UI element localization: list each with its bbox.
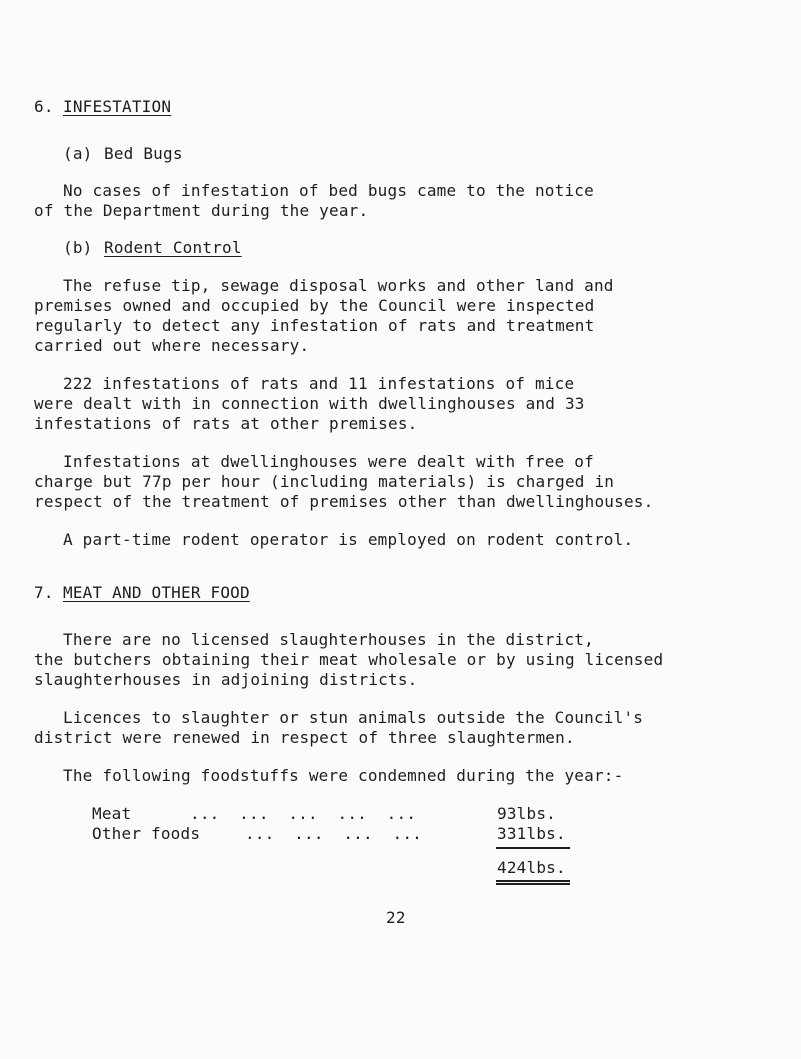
condemned-item-amount: 93lbs. xyxy=(497,804,556,823)
section-6-heading: INFESTATION xyxy=(63,97,172,116)
condemned-item-leader: ... ... ... ... ... xyxy=(190,804,417,823)
condemned-item-leader: ... ... ... ... xyxy=(245,824,422,843)
paragraph-line: slaughterhouses in adjoining districts. xyxy=(34,670,418,689)
condemned-item-amount: 331lbs. xyxy=(497,824,566,843)
paragraph-line: carried out where necessary. xyxy=(34,336,310,355)
paragraph-line: district were renewed in respect of three slaughtermen. xyxy=(34,728,575,747)
total-rule-top xyxy=(496,847,570,849)
paragraph-line: regularly to detect any infestation of rats and treatment xyxy=(34,316,595,335)
condemned-item-name: Other foods xyxy=(92,824,201,843)
paragraph-line: were dealt with in connection with dwellinghouses and 33 xyxy=(34,394,585,413)
paragraph-line: respect of the treatment of premises other than dwellinghouses. xyxy=(34,492,654,511)
condemned-total: 424lbs. xyxy=(497,858,566,877)
paragraph-line: A part-time rodent operator is employed on rodent control. xyxy=(63,530,634,549)
subsection-a-marker: (a) xyxy=(63,144,93,163)
paragraph-line: infestations of rats at other premises. xyxy=(34,414,418,433)
subsection-b-marker: (b) xyxy=(63,238,93,257)
subsection-a-title: Bed Bugs xyxy=(104,144,183,163)
paragraph-line: premises owned and occupied by the Council were inspected xyxy=(34,296,595,315)
paragraph-line: Infestations at dwellinghouses were dealt with free of xyxy=(63,452,594,471)
condemned-item-name: Meat xyxy=(92,804,132,823)
paragraph-line: Licences to slaughter or stun animals outside the Council's xyxy=(63,708,644,727)
paragraph-line: charge but 77p per hour (including materials) is charged in xyxy=(34,472,615,491)
paragraph-line: The following foodstuffs were condemned during the year:- xyxy=(63,766,624,785)
paragraph-line: No cases of infestation of bed bugs came to the notice xyxy=(63,181,594,200)
paragraph-line: The refuse tip, sewage disposal works and other land and xyxy=(63,276,614,295)
subsection-b-title: Rodent Control xyxy=(104,238,242,257)
total-rule-bottom xyxy=(496,880,570,882)
total-rule-double xyxy=(496,883,570,885)
paragraph-line: There are no licensed slaughterhouses in the district, xyxy=(63,630,594,649)
paragraph-line: the butchers obtaining their meat wholesale or by using licensed xyxy=(34,650,664,669)
section-7-heading: MEAT AND OTHER FOOD xyxy=(63,583,250,602)
paragraph-line: of the Department during the year. xyxy=(34,201,369,220)
page-number: 22 xyxy=(386,908,406,927)
section-7-number: 7. xyxy=(34,583,54,602)
section-6-number: 6. xyxy=(34,97,54,116)
paragraph-line: 222 infestations of rats and 11 infestations of mice xyxy=(63,374,575,393)
